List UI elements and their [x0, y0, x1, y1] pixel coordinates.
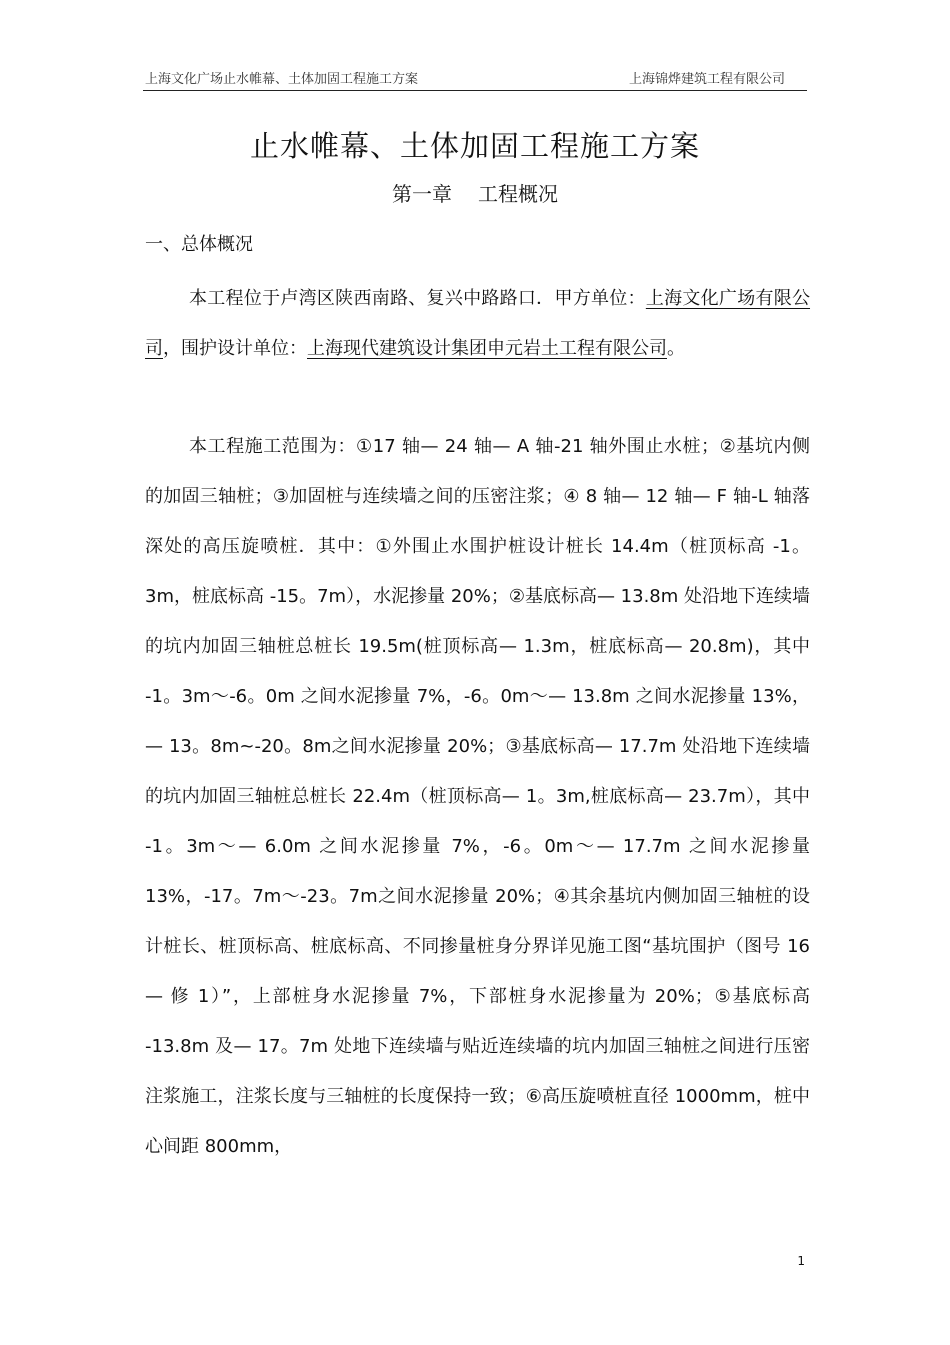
- header-company-name: 上海锦烨建筑工程有限公司: [628, 72, 785, 87]
- scope-text: 本工程施工范围为：①17 轴— 24 轴— A 轴-21 轴外围止水桩；②基坑内侧的加固三轴桩；③加固桩与连续墙之间的压密注浆；④ 8 轴— 12 轴— F 轴-L 轴落深处的高压旋喷桩．其中：①外围止水围护桩设计桩长 14.4m（桩顶标高 -1。3m，桩底标高 -15。7m），水泥掺量 20%；②基底标高— 13.8m 处沿地下连续墙的坑内加固三轴桩总桩长 19.5m(桩顶标高— 1.3m，桩底标高— 20.8m)，其中 -1。3m～-6。0m 之间水泥掺量 7%，-6。0m～— 13.8m 之间水泥掺量 13%，— 13。8m~-20。8m之间水泥掺量 20%；③基底标高— 17.7m 处沿地下连续墙的坑内加固三轴桩总桩长 22.4m（桩顶标高— 1。3m,桩底标高— 23.7m），其中 -1。3m～— 6.0m 之间水泥掺量 7%，-6。0m～— 17.7m 之间水泥掺量 13%，-17。7m～-23。7m之间水泥掺量 20%；④其余基坑内侧加固三轴桩的设计桩长、桩顶标高、桩底标高、不同掺量桩身分界详见施工图“基坑围护（图号 16— 修 1）”，上部桩身水泥掺量 7%，下部桩身水泥掺量为 20%；⑤基底标高 -13.8m 及— 17。7m 处地下连续墙与贴近连续墙的坑内加固三轴桩之间进行压密注浆施工，注浆长度与三轴桩的长度保持一致；⑥高压旋喷桩直径 1000mm，桩中心间距 800mm，: [145, 436, 811, 1157]
- document-title: 止水帷幕、土体加固工程施工方案: [249, 129, 700, 163]
- page-header: [143, 66, 807, 91]
- chapter-heading: [0, 178, 950, 207]
- paragraph-scope: [145, 422, 810, 1172]
- owner-name: 上海文化广场有限公司: [145, 288, 811, 359]
- chapter-number: 第一章: [392, 182, 452, 206]
- page-number: 1: [797, 1254, 805, 1268]
- section-heading: 一、总体概况: [145, 234, 253, 255]
- designer-name: 上海现代建筑设计集团申元岩土工程有限公司: [307, 338, 667, 359]
- paragraph-text: 本工程位于卢湾区陕西南路、复兴中路路口．甲方单位：: [189, 288, 646, 309]
- header-document-title: 上海文化广场止水帷幕、土体加固工程施工方案: [145, 72, 419, 87]
- chapter-name: 工程概况: [478, 182, 558, 206]
- paragraph-text: ，围护设计单位：: [163, 338, 307, 359]
- paragraph-text: 。: [667, 338, 685, 359]
- paragraph-location: [145, 274, 810, 374]
